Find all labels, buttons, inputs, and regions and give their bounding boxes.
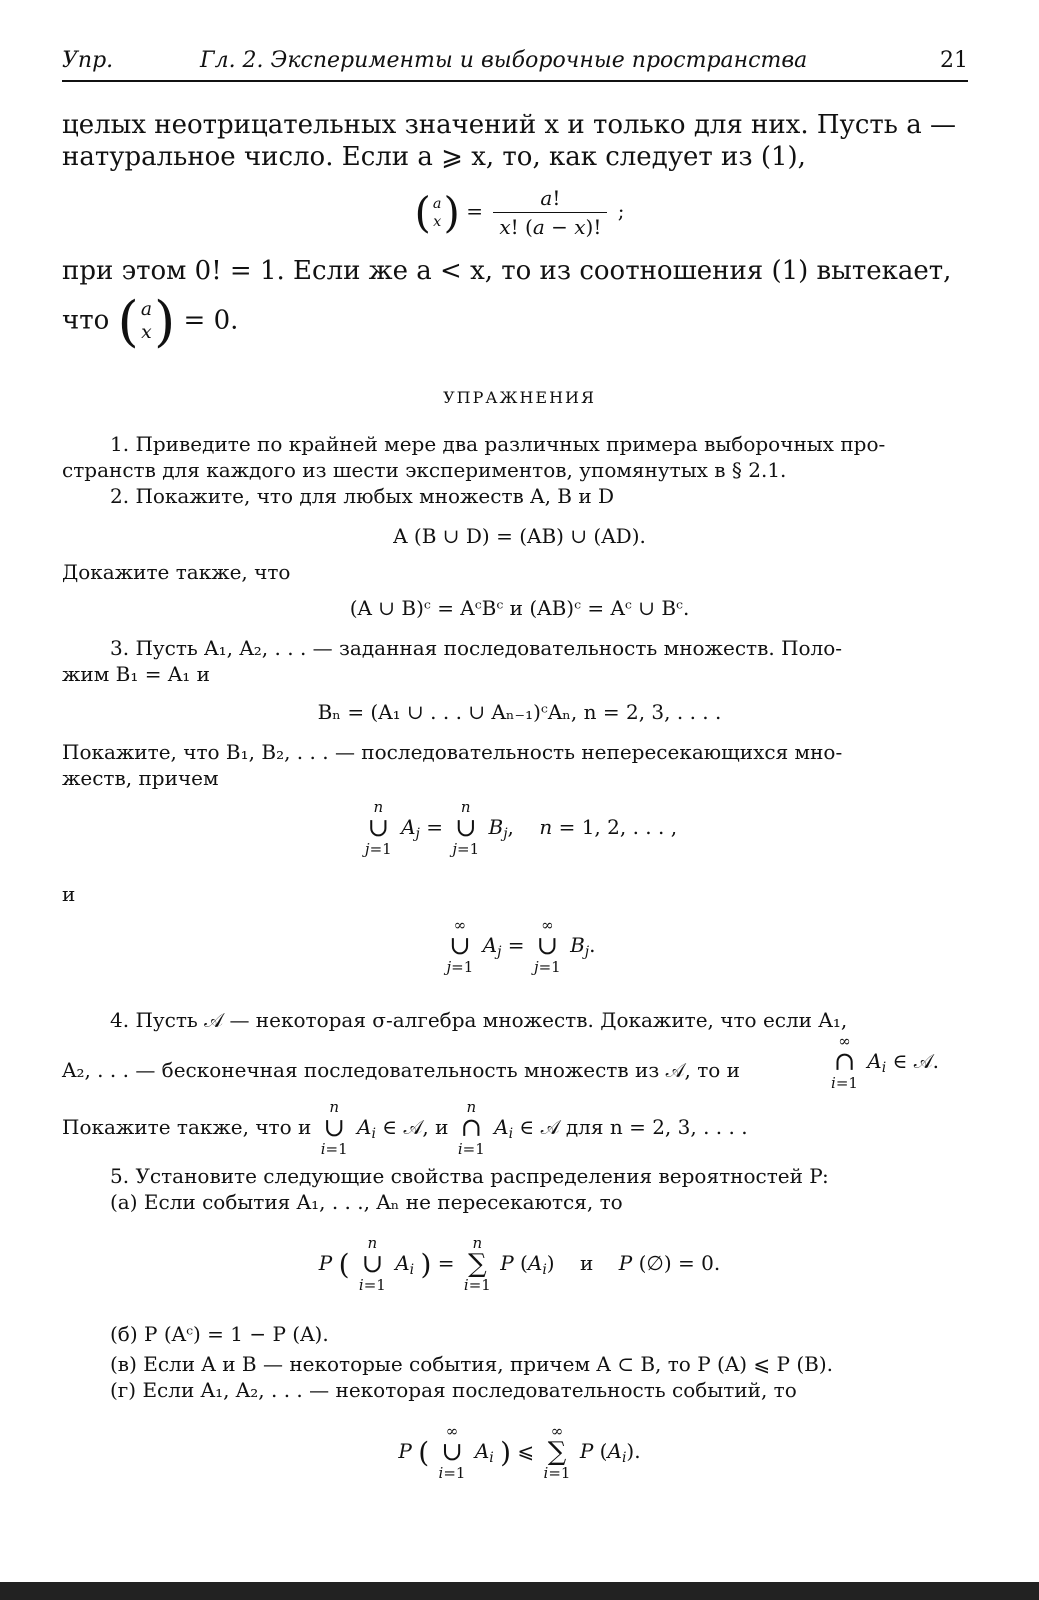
- binomial-formula: ( a x ) = $\frac{a!}{x! (a - x)!}$ ;: [414, 186, 625, 239]
- ex3-and: и: [62, 882, 76, 906]
- ex5-line-1: 5. Установите следующие свойства распределения вероятностей P:: [110, 1164, 829, 1188]
- ex3-line-3: Покажите, что B₁, B₂, . . . — последовательность непересекающихся мно-: [62, 740, 843, 764]
- ex3-line-1: 3. Пусть A₁, A₂, . . . — заданная последовательность множеств. Поло-: [110, 636, 843, 660]
- ex2-line-2: Докажите также, что: [62, 560, 291, 584]
- ex4-line-1: 4. Пусть 𝒜 — некоторая σ-алгебра множеств. Докажите, что если A₁,: [110, 1008, 848, 1032]
- ex1-line-2: странств для каждого из шести экспериментов, упомянутых в § 2.1.: [62, 458, 787, 482]
- ex3-equation-1: Bₙ = (A₁ ∪ . . . ∪ Aₙ₋₁)ᶜAₙ, n = 2, 3, . . . .: [317, 700, 722, 724]
- ex4-line-2: A₂, . . . — бесконечная последовательность множеств из 𝒜, то и: [62, 1058, 741, 1082]
- ex5-item-a: (а) Если события A₁, . . ., Aₙ не пересекаются, то: [110, 1190, 623, 1214]
- ex4-intersection-infinite: ∞ ∩ i=1 $A_i$ ∈ 𝒜.: [831, 1032, 940, 1093]
- ex3-union-finite: n ∪ j=1 $A_j$ = n ∪ j=1 $B_j$, n = 1, 2, . . . ,: [364, 798, 678, 859]
- ex4-line-3: Покажите также, что и n ∪ i=1 $A_i$ ∈ 𝒜, и n ∩ i=1 $A_i$ ∈ 𝒜 для n = 2, 3, . . . .: [62, 1098, 748, 1159]
- ex3-line-2: жим B₁ = A₁ и: [62, 662, 210, 686]
- page-number: 21: [940, 48, 968, 73]
- running-header-title: Гл. 2. Эксперименты и выборочные пространства: [200, 48, 808, 73]
- ex2-line-1: 2. Покажите, что для любых множеств A, B и D: [110, 484, 615, 508]
- intro-line-2: натуральное число. Если a ⩾ x, то, как следует из (1),: [62, 142, 806, 172]
- ex5-additivity-formula: P ( n ∪ i=1 $A_i$ ) = n ∑ i=1 P $(A_i)$ и P (∅) = 0.: [318, 1234, 721, 1295]
- intro-line-3: при этом 0! = 1. Если же a < x, то из соотношения (1) вытекает,: [62, 256, 952, 286]
- ex5-item-b: (б) P (Aᶜ) = 1 − P (A).: [110, 1322, 329, 1346]
- section-title: УПРАЖНЕНИЯ: [443, 388, 596, 407]
- ex3-union-infinite: ∞ ∪ j=1 $A_j$ = ∞ ∪ j=1 $B_j$.: [446, 916, 596, 977]
- scan-bottom-edge: [0, 1582, 1039, 1600]
- ex3-line-4: жеств, причем: [62, 766, 219, 790]
- header-rule: [62, 80, 968, 82]
- intro-line-1: целых неотрицательных значений x и только для них. Пусть a —: [62, 110, 956, 140]
- ex2-equation-1: A (B ∪ D) = (AB) ∪ (AD).: [393, 524, 646, 548]
- intro-line-4: что ( a x ) = 0.: [62, 289, 239, 353]
- ex5-item-d: (г) Если A₁, A₂, . . . — некоторая последовательность событий, то: [110, 1378, 797, 1402]
- ex5-subadditivity-formula: P ( ∞ ∪ i=1 $A_i$ ) ⩽ ∞ ∑ i=1 P $(A_i)$.: [398, 1422, 641, 1483]
- ex5-item-c: (в) Если A и B — некоторые события, причем A ⊂ B, то P (A) ⩽ P (B).: [110, 1352, 834, 1376]
- ex1-line-1: 1. Приведите по крайней мере два различных примера выборочных про-: [110, 432, 886, 456]
- running-header-left: Упр.: [62, 48, 114, 73]
- ex2-equation-2: (A ∪ B)ᶜ = AᶜBᶜ и (AB)ᶜ = Aᶜ ∪ Bᶜ.: [349, 596, 690, 620]
